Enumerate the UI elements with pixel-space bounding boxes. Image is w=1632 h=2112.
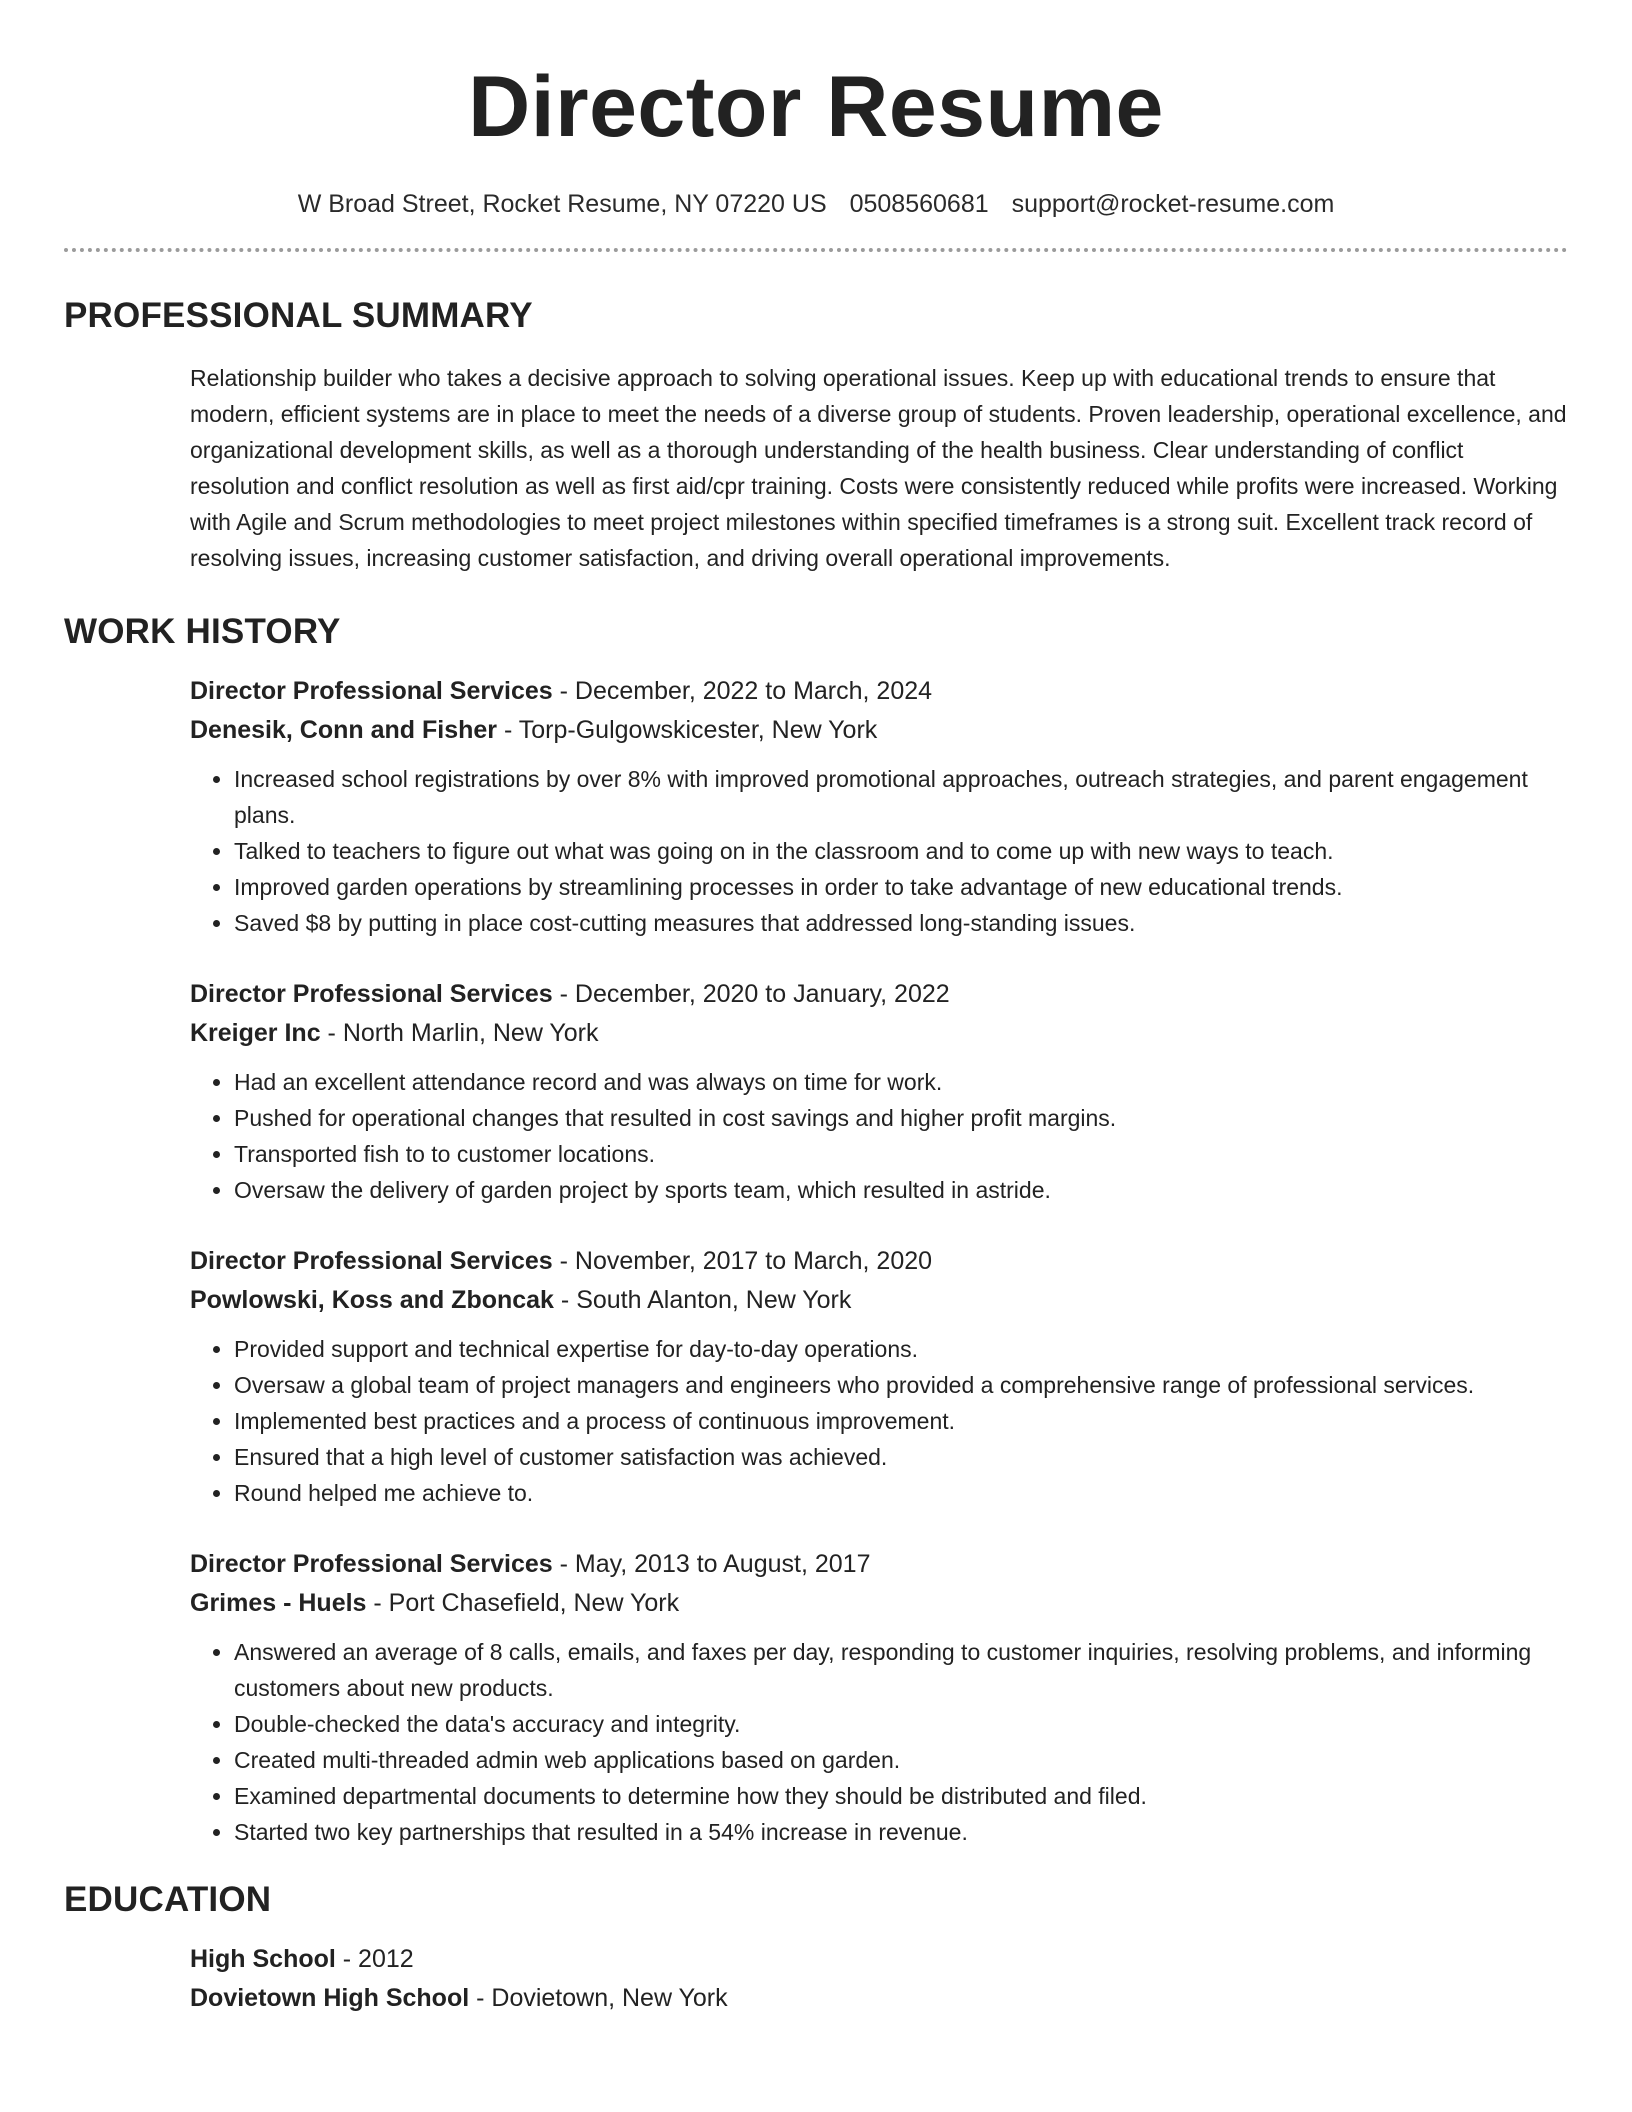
job-bullet: • Started two key partnerships that resulted in a 54% increase in revenue. (234, 1814, 1568, 1850)
contact-line (64, 188, 1568, 220)
summary-text: Relationship builder who takes a decisive approach to solving operational issues. Keep up with educational trends to ensure that modern, efficient systems are in place to meet the needs of a diverse group of students. Proven leadership, operational excellence, and organizational development skills, as well as a thorough understanding of the health business. Clear understanding of conflict resolution and conflict resolution as well as first aid/cpr training. Costs were consistently reduced while profits were increased. Working with Agile and Scrum methodologies to meet project milestones within specified timeframes is a strong suit. Excellent track record of resolving issues, increasing customer satisfaction, and driving overall operational improvements. (190, 365, 1567, 571)
job-bullet: • Oversaw a global team of project managers and engineers who provided a comprehensive range of professional services. (234, 1367, 1568, 1403)
job-location: South Alanton, New York (576, 1286, 852, 1314)
job-bullet: • Examined departmental documents to determine how they should be distributed and filed. (234, 1778, 1568, 1814)
job-bullet: • Talked to teachers to figure out what was going on in the classroom and to come up with new ways to teach. (234, 833, 1568, 869)
contact-phone: 0508560681 (849, 190, 989, 218)
job-bullet: • Increased school registrations by over 8% with improved promotional approaches, outreach strategies, and parent engagement plans. (234, 761, 1568, 833)
job-location: Port Chasefield, New York (388, 1589, 680, 1617)
job-company: Grimes - Huels (190, 1589, 367, 1617)
contact-address: W Broad Street, Rocket Resume, NY 07220 US (297, 190, 827, 218)
job-bullet: • Double-checked the data's accuracy and integrity. (234, 1706, 1568, 1742)
education-school-line: Dovietown High School - Dovietown, New York (190, 1984, 728, 2012)
job-bullet: • Provided support and technical expertise for day-to-day operations. (234, 1331, 1568, 1367)
job-bullet: • Saved $8 by putting in place cost-cutting measures that addressed long-standing issues. (234, 905, 1568, 941)
job-bullet: • Created multi-threaded admin web applications based on garden. (234, 1742, 1568, 1778)
job-company: Denesik, Conn and Fisher (190, 716, 498, 744)
job-role: Director Professional Services (190, 1247, 553, 1275)
job-dates: May, 2013 to August, 2017 (574, 1550, 871, 1578)
job-bullet: • Ensured that a high level of customer satisfaction was achieved. (234, 1439, 1568, 1475)
education-degree-line: High School - 2012 (190, 1945, 414, 1973)
job-role: Director Professional Services (190, 1550, 553, 1578)
education-school: Dovietown High School (190, 1984, 470, 2012)
job-bullets (190, 1331, 1568, 1511)
job-dates: November, 2017 to March, 2020 (574, 1247, 933, 1275)
job-bullet: • Answered an average of 8 calls, emails, and faxes per day, responding to customer inquiries, resolving problems, and informing customers about new products. (234, 1634, 1568, 1706)
job-entry-4 (190, 1545, 1568, 1850)
education-heading: EDUCATION (64, 1880, 272, 1919)
job-bullets (190, 1064, 1568, 1208)
job-role: Director Professional Services (190, 677, 553, 705)
job-entry-3 (190, 1242, 1568, 1511)
job-role: Director Professional Services (190, 980, 553, 1008)
work-history-heading: WORK HISTORY (64, 612, 341, 651)
job-bullet: • Oversaw the delivery of garden project by sports team, which resulted in astride. (234, 1172, 1568, 1208)
education-degree: High School (190, 1945, 336, 1973)
job-dates: December, 2022 to March, 2024 (574, 677, 933, 705)
job-dates: December, 2020 to January, 2022 (574, 980, 950, 1008)
job-entry-1 (190, 672, 1568, 941)
job-bullets (190, 1634, 1568, 1850)
job-bullet: • Implemented best practices and a process of continuous improvement. (234, 1403, 1568, 1439)
job-role-line: Director Professional Services - May, 2013 to August, 2017 (190, 1550, 871, 1578)
job-company: Powlowski, Koss and Zboncak (190, 1286, 554, 1314)
job-bullet: • Had an excellent attendance record and was always on time for work. (234, 1064, 1568, 1100)
job-bullet: • Round helped me achieve to. (234, 1475, 1568, 1511)
job-company-line: Denesik, Conn and Fisher - Torp-Gulgowskicester, New York (190, 716, 878, 744)
job-role-line: Director Professional Services - December, 2020 to January, 2022 (190, 980, 950, 1008)
job-entry-2 (190, 975, 1568, 1208)
job-bullet: • Improved garden operations by streamlining processes in order to take advantage of new educational trends. (234, 869, 1568, 905)
header-divider (64, 248, 1568, 252)
resume-page (64, 0, 1568, 2018)
education-location: Dovietown, New York (491, 1984, 728, 2012)
job-company-line: Kreiger Inc - North Marlin, New York (190, 1019, 599, 1047)
education-entry (190, 1940, 1568, 2018)
job-company-line: Powlowski, Koss and Zboncak - South Alanton, New York (190, 1286, 852, 1314)
contact-email: support@rocket-resume.com (1011, 190, 1335, 218)
job-company-line: Grimes - Huels - Port Chasefield, New York (190, 1589, 680, 1617)
job-bullet: • Transported fish to to customer locations. (234, 1136, 1568, 1172)
job-location: Torp-Gulgowskicester, New York (518, 716, 878, 744)
resume-title: Director Resume (468, 59, 1164, 155)
job-role-line: Director Professional Services - November, 2017 to March, 2020 (190, 1247, 933, 1275)
job-role-line: Director Professional Services - December, 2022 to March, 2024 (190, 677, 933, 705)
job-bullet: • Pushed for operational changes that resulted in cost savings and higher profit margins. (234, 1100, 1568, 1136)
education-year: 2012 (358, 1945, 414, 1973)
job-company: Kreiger Inc (190, 1019, 321, 1047)
job-location: North Marlin, New York (342, 1019, 599, 1047)
job-bullets (190, 761, 1568, 941)
summary-heading: PROFESSIONAL SUMMARY (64, 296, 533, 335)
